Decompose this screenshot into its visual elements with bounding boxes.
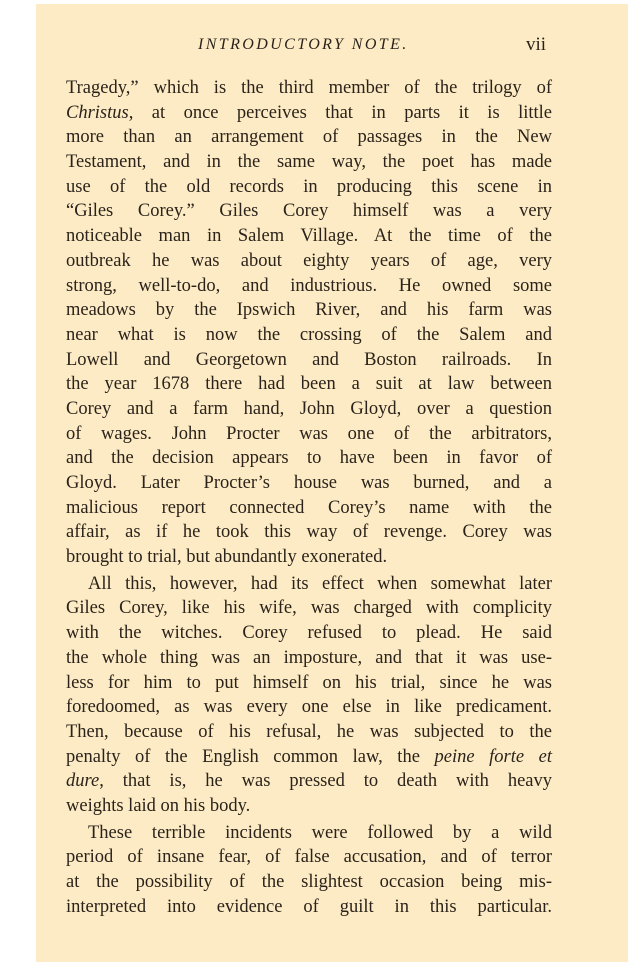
text-line-start: penalty of the English common law, the [66, 746, 435, 767]
text-line: Corey and a farm hand, John Gloyd, over a question [66, 398, 552, 419]
text-line: the year 1678 there had been a suit at law between [66, 374, 552, 395]
text-line: meadows by the Ipswich River, and his farm was [66, 300, 552, 321]
text-line: Lowell and Georgetown and Boston railroads. In [66, 349, 552, 370]
text-line-rest: , that is, he was pressed to death with heavy [99, 771, 552, 792]
paragraph-3 [66, 821, 552, 920]
page-number: vii [526, 34, 547, 55]
italic-latin-phrase-end: dure [66, 771, 100, 792]
text-line [66, 769, 552, 794]
text-line: strong, well-to-do, and industrious. He owned some [66, 275, 552, 296]
italic-title: Christus [66, 102, 129, 123]
text-line: All this, however, had its effect when somewhat later [88, 573, 552, 594]
text-line: use of the old records in producing this scene in [66, 176, 552, 197]
text-line: malicious report connected Corey’s name with the [66, 497, 552, 518]
text-line: at the possibility of the slightest occasion being mis- [66, 872, 552, 892]
running-head: INTRODUCTORY NOTE. [198, 36, 409, 53]
text-line: near what is now the crossing of the Salem and [66, 324, 552, 345]
book-page [36, 4, 628, 962]
paragraph-1 [66, 76, 552, 570]
text-line: affair, as if he took this way of revenge. Corey was [66, 522, 552, 543]
text-line: “Giles Corey.” Giles Corey himself was a very [66, 201, 552, 222]
text-line: and the decision appears to have been in favor of [66, 448, 552, 469]
text-line [66, 101, 552, 126]
text-line [66, 745, 552, 770]
text-line: outbreak he was about eighty years of age, very [66, 250, 552, 271]
text-line: with the witches. Corey refused to plead. He said [66, 623, 552, 644]
text-line: brought to trial, but abundantly exonerated. [66, 547, 388, 568]
text-line: Giles Corey, like his wife, was charged with complicity [66, 598, 552, 619]
text-line: of wages. John Procter was one of the arbitrators, [66, 423, 552, 444]
italic-latin-phrase: peine forte et [434, 746, 552, 767]
text-line: more than an arrangement of passages in the New [66, 127, 552, 148]
text-line-rest: , at once perceives that in parts it is little [128, 102, 552, 123]
text-line: foredoomed, as was every one else in like predicament. [66, 697, 552, 718]
text-line: period of insane fear, of false accusation, and of terror [66, 847, 552, 868]
paragraph-2 [66, 572, 552, 819]
text-line: the whole thing was an imposture, and that it was use- [66, 647, 552, 668]
text-line: less for him to put himself on his trial, since he was [66, 672, 552, 693]
text-line: noticeable man in Salem Village. At the time of the [66, 226, 552, 247]
text-line: interpreted into evidence of guilt in this particular. [66, 896, 552, 917]
text-line: weights laid on his body. [66, 795, 251, 816]
text-line: Gloyd. Later Procter’s house was burned, and a [66, 473, 552, 493]
text-line: Tragedy,” which is the third member of the trilogy of [66, 78, 552, 98]
page-header [36, 36, 628, 60]
body-text [66, 76, 552, 919]
text-line: These terrible incidents were followed by a wild [88, 822, 552, 843]
text-line: Testament, and in the same way, the poet has made [66, 152, 552, 173]
text-line: Then, because of his refusal, he was subjected to the [66, 721, 552, 742]
